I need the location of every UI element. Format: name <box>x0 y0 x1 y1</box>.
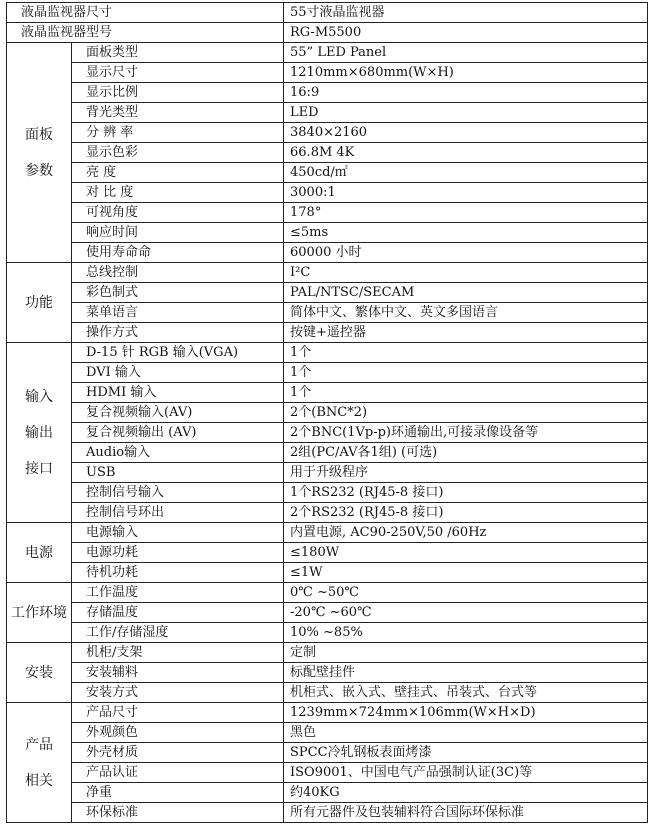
spec-value: LED <box>284 103 648 123</box>
spec-value: PAL/NTSC/SECAM <box>284 283 648 303</box>
category-label: 接口 <box>25 460 53 477</box>
spec-label: D-15 针 RGB 输入(VGA) <box>72 343 284 363</box>
category-cell <box>7 703 72 823</box>
category-label: 参数 <box>25 162 53 179</box>
spec-value: 标配壁挂件 <box>284 663 648 683</box>
spec-row <box>7 83 648 103</box>
spec-value: 3000:1 <box>284 183 648 203</box>
spec-label: 显示比例 <box>72 83 284 103</box>
spec-label: 菜单语言 <box>72 303 284 323</box>
spec-row <box>7 303 648 323</box>
spec-value: 55” LED Panel <box>284 43 648 63</box>
spec-label: USB <box>72 463 284 483</box>
spec-row <box>7 283 648 303</box>
spec-row <box>7 103 648 123</box>
spec-value: SPCC冷轧钢板表面烤漆 <box>284 743 648 763</box>
spec-row <box>7 143 648 163</box>
spec-label: 显示尺寸 <box>72 63 284 83</box>
spec-label: 安装辅料 <box>72 663 284 683</box>
spec-value: 450cd/㎡ <box>284 163 648 183</box>
spec-row <box>7 263 648 283</box>
spec-value: 2个RS232 (RJ45-8 接口) <box>284 503 648 523</box>
spec-value: 1个 <box>284 343 648 363</box>
spec-row <box>7 163 648 183</box>
spec-label: 安装方式 <box>72 683 284 703</box>
spec-label: 背光类型 <box>72 103 284 123</box>
spec-value: 16:9 <box>284 83 648 103</box>
spec-label: 环保标准 <box>72 803 284 823</box>
spec-row <box>7 243 648 263</box>
spec-value: 178° <box>284 203 648 223</box>
spec-value: 内置电源, AC90-250V,50 /60Hz <box>284 523 648 543</box>
category-cell <box>7 263 72 343</box>
header-row <box>7 23 648 43</box>
spec-value: 约40KG <box>284 783 648 803</box>
spec-label: 复合视频输出 (AV) <box>72 423 284 443</box>
spec-value: 2个BNC(1Vp-p)环通输出,可接录像设备等 <box>284 423 648 443</box>
spec-value: 1个 <box>284 383 648 403</box>
spec-label: 控制信号输入 <box>72 483 284 503</box>
spec-row <box>7 63 648 83</box>
spec-row <box>7 383 648 403</box>
category-cell <box>7 583 72 643</box>
spec-row <box>7 543 648 563</box>
spec-label: 彩色制式 <box>72 283 284 303</box>
spec-row <box>7 503 648 523</box>
spec-label: 机柜/支架 <box>72 643 284 663</box>
spec-label: 亮 度 <box>72 163 284 183</box>
spec-table <box>6 2 648 823</box>
spec-label: 净重 <box>72 783 284 803</box>
spec-row <box>7 723 648 743</box>
spec-value: 2组(PC/AV各1组) (可选) <box>284 443 648 463</box>
header-label: 液晶监视器型号 <box>7 23 284 43</box>
spec-row <box>7 663 648 683</box>
spec-row <box>7 763 648 783</box>
spec-value: 1个RS232 (RJ45-8 接口) <box>284 483 648 503</box>
spec-label: 总线控制 <box>72 263 284 283</box>
spec-value: 0℃ ~50℃ <box>284 583 648 603</box>
spec-row <box>7 403 648 423</box>
category-label: 相关 <box>25 772 53 789</box>
spec-label: 电源功耗 <box>72 543 284 563</box>
spec-value: 所有元器件及包装辅料符合国际环保标准 <box>284 803 648 823</box>
spec-row <box>7 323 648 343</box>
spec-value: 按键+遥控器 <box>284 323 648 343</box>
spec-row <box>7 483 648 503</box>
spec-row <box>7 583 648 603</box>
spec-value: ISO9001、中国电气产品强制认证(3C)等 <box>284 763 648 783</box>
category-label: 面板 <box>25 126 53 143</box>
spec-row <box>7 523 648 543</box>
spec-row <box>7 683 648 703</box>
spec-label: 外观颜色 <box>72 723 284 743</box>
header-row <box>7 3 648 23</box>
spec-label: 存储温度 <box>72 603 284 623</box>
spec-row <box>7 783 648 803</box>
spec-row <box>7 643 648 663</box>
spec-row <box>7 183 648 203</box>
spec-value: 1239mm×724mm×106mm(W×H×D) <box>284 703 648 723</box>
spec-label: 操作方式 <box>72 323 284 343</box>
spec-row <box>7 463 648 483</box>
spec-label: 复合视频输入(AV) <box>72 403 284 423</box>
spec-row <box>7 223 648 243</box>
spec-label: 分 辨 率 <box>72 123 284 143</box>
spec-label: 电源输入 <box>72 523 284 543</box>
spec-value: ≤180W <box>284 543 648 563</box>
category-label: 产品 <box>25 736 53 753</box>
spec-row <box>7 563 648 583</box>
spec-row <box>7 123 648 143</box>
spec-value: 10% ~85% <box>284 623 648 643</box>
spec-label: 工作温度 <box>72 583 284 603</box>
spec-row <box>7 423 648 443</box>
spec-label: 产品尺寸 <box>72 703 284 723</box>
category-label: 工作环境 <box>11 604 67 621</box>
spec-label: 面板类型 <box>72 43 284 63</box>
spec-row <box>7 603 648 623</box>
spec-value: 66.8M 4K <box>284 143 648 163</box>
spec-row <box>7 743 648 763</box>
spec-label: 产品认证 <box>72 763 284 783</box>
spec-label: 可视角度 <box>72 203 284 223</box>
spec-value: 60000 小时 <box>284 243 648 263</box>
spec-row <box>7 343 648 363</box>
category-label: 电源 <box>25 544 53 561</box>
spec-value: ≤1W <box>284 563 648 583</box>
category-cell <box>7 43 72 263</box>
spec-value: 机柜式、嵌入式、壁挂式、吊装式、台式等 <box>284 683 648 703</box>
spec-label: 对 比 度 <box>72 183 284 203</box>
spec-value: 定制 <box>284 643 648 663</box>
spec-label: 控制信号环出 <box>72 503 284 523</box>
spec-label: DVI 输入 <box>72 363 284 383</box>
spec-row <box>7 623 648 643</box>
header-value: RG-M5500 <box>284 23 648 43</box>
spec-value: 1210mm×680mm(W×H) <box>284 63 648 83</box>
category-label: 输出 <box>25 424 53 441</box>
spec-value: 黑色 <box>284 723 648 743</box>
category-cell <box>7 343 72 523</box>
spec-row <box>7 43 648 63</box>
spec-label: HDMI 输入 <box>72 383 284 403</box>
category-label: 安装 <box>25 664 53 681</box>
spec-label: Audio输入 <box>72 443 284 463</box>
spec-label: 待机功耗 <box>72 563 284 583</box>
category-cell <box>7 643 72 703</box>
spec-value: ≤5ms <box>284 223 648 243</box>
header-value: 55寸液晶监视器 <box>284 3 648 23</box>
spec-value: 简体中文、繁体中文、英文多国语言 <box>284 303 648 323</box>
spec-row <box>7 203 648 223</box>
spec-row <box>7 363 648 383</box>
spec-label: 使用寿命命 <box>72 243 284 263</box>
spec-value: 用于升级程序 <box>284 463 648 483</box>
spec-label: 显示色彩 <box>72 143 284 163</box>
spec-value: 2个(BNC*2) <box>284 403 648 423</box>
category-cell <box>7 523 72 583</box>
spec-row <box>7 803 648 823</box>
spec-value: I²C <box>284 263 648 283</box>
spec-value: 1个 <box>284 363 648 383</box>
spec-value: 3840×2160 <box>284 123 648 143</box>
category-label: 输入 <box>25 388 53 405</box>
spec-label: 工作/存储湿度 <box>72 623 284 643</box>
header-label: 液晶监视器尺寸 <box>7 3 284 23</box>
spec-table-body <box>7 3 648 823</box>
spec-row <box>7 443 648 463</box>
spec-label: 外壳材质 <box>72 743 284 763</box>
spec-row <box>7 703 648 723</box>
category-label: 功能 <box>25 294 53 311</box>
spec-value: -20℃ ~60℃ <box>284 603 648 623</box>
spec-label: 响应时间 <box>72 223 284 243</box>
